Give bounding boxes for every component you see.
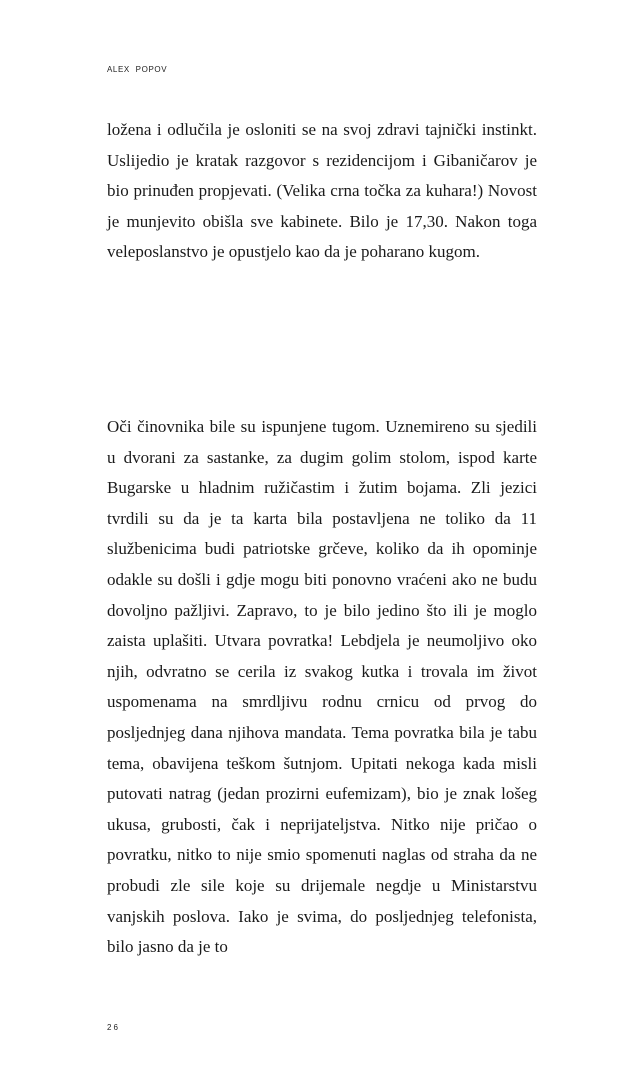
page-number: 26: [107, 1023, 120, 1032]
paragraph-continuation: ložena i odlučila je osloniti se na svoj zdravi tajnički instinkt. Uslijedio je kratak razgovor s rezidencijom i Gibaničarov je bio prinuđen propjevati. (Velika crna točka za kuhara!) Novost je munjevito obišla sve kabinete. Bilo je 17,30. Nakon toga veleposlanstvo je opustjelo kao da je poharano kugom.: [107, 120, 537, 262]
paragraph-main: Oči činovnika bile su ispunjene tugom. Uznemireno su sjedili u dvorani za sastanke, za dugim golim stolom, ispod karte Bugarske u hladnim ružičastim i žutim bojama. Zli jezici tvrdili su da je ta karta bila postavljena ne toliko da 11 službenicima budi patriotske grčeve, koliko da ih opominje odakle su došli i gdje mogu biti ponovno vraćeni ako ne budu dovoljno pažljivi. Zapravo, to je bilo jedino što ili je moglo zaista uplašiti. Utvara povratka! Lebdjela je neumoljivo oko njih, odvratno se cerila iz svakog kutka i trovala im život uspomenama na smrdljivu rodnu crnicu od prvog do posljednjeg dana njihova mandata. Tema povratka bila je tabu tema, obavijena teškom šutnjom. Upitati nekoga kada misli putovati natrag (jedan prozirni eufemizam), bio je znak lošeg ukusa, grubosti, čak i neprijateljstva. Nitko nije pričao o povratku, nitko to nije smio spomenuti naglas od straha da ne probudi zle sile koje su drijemale negdje u Ministarstvu vanjskih poslova. Iako je svima, do posljednjeg telefonista, bilo jasno da je to: [107, 417, 537, 957]
running-head-author: ALEX POPOV: [107, 65, 168, 74]
